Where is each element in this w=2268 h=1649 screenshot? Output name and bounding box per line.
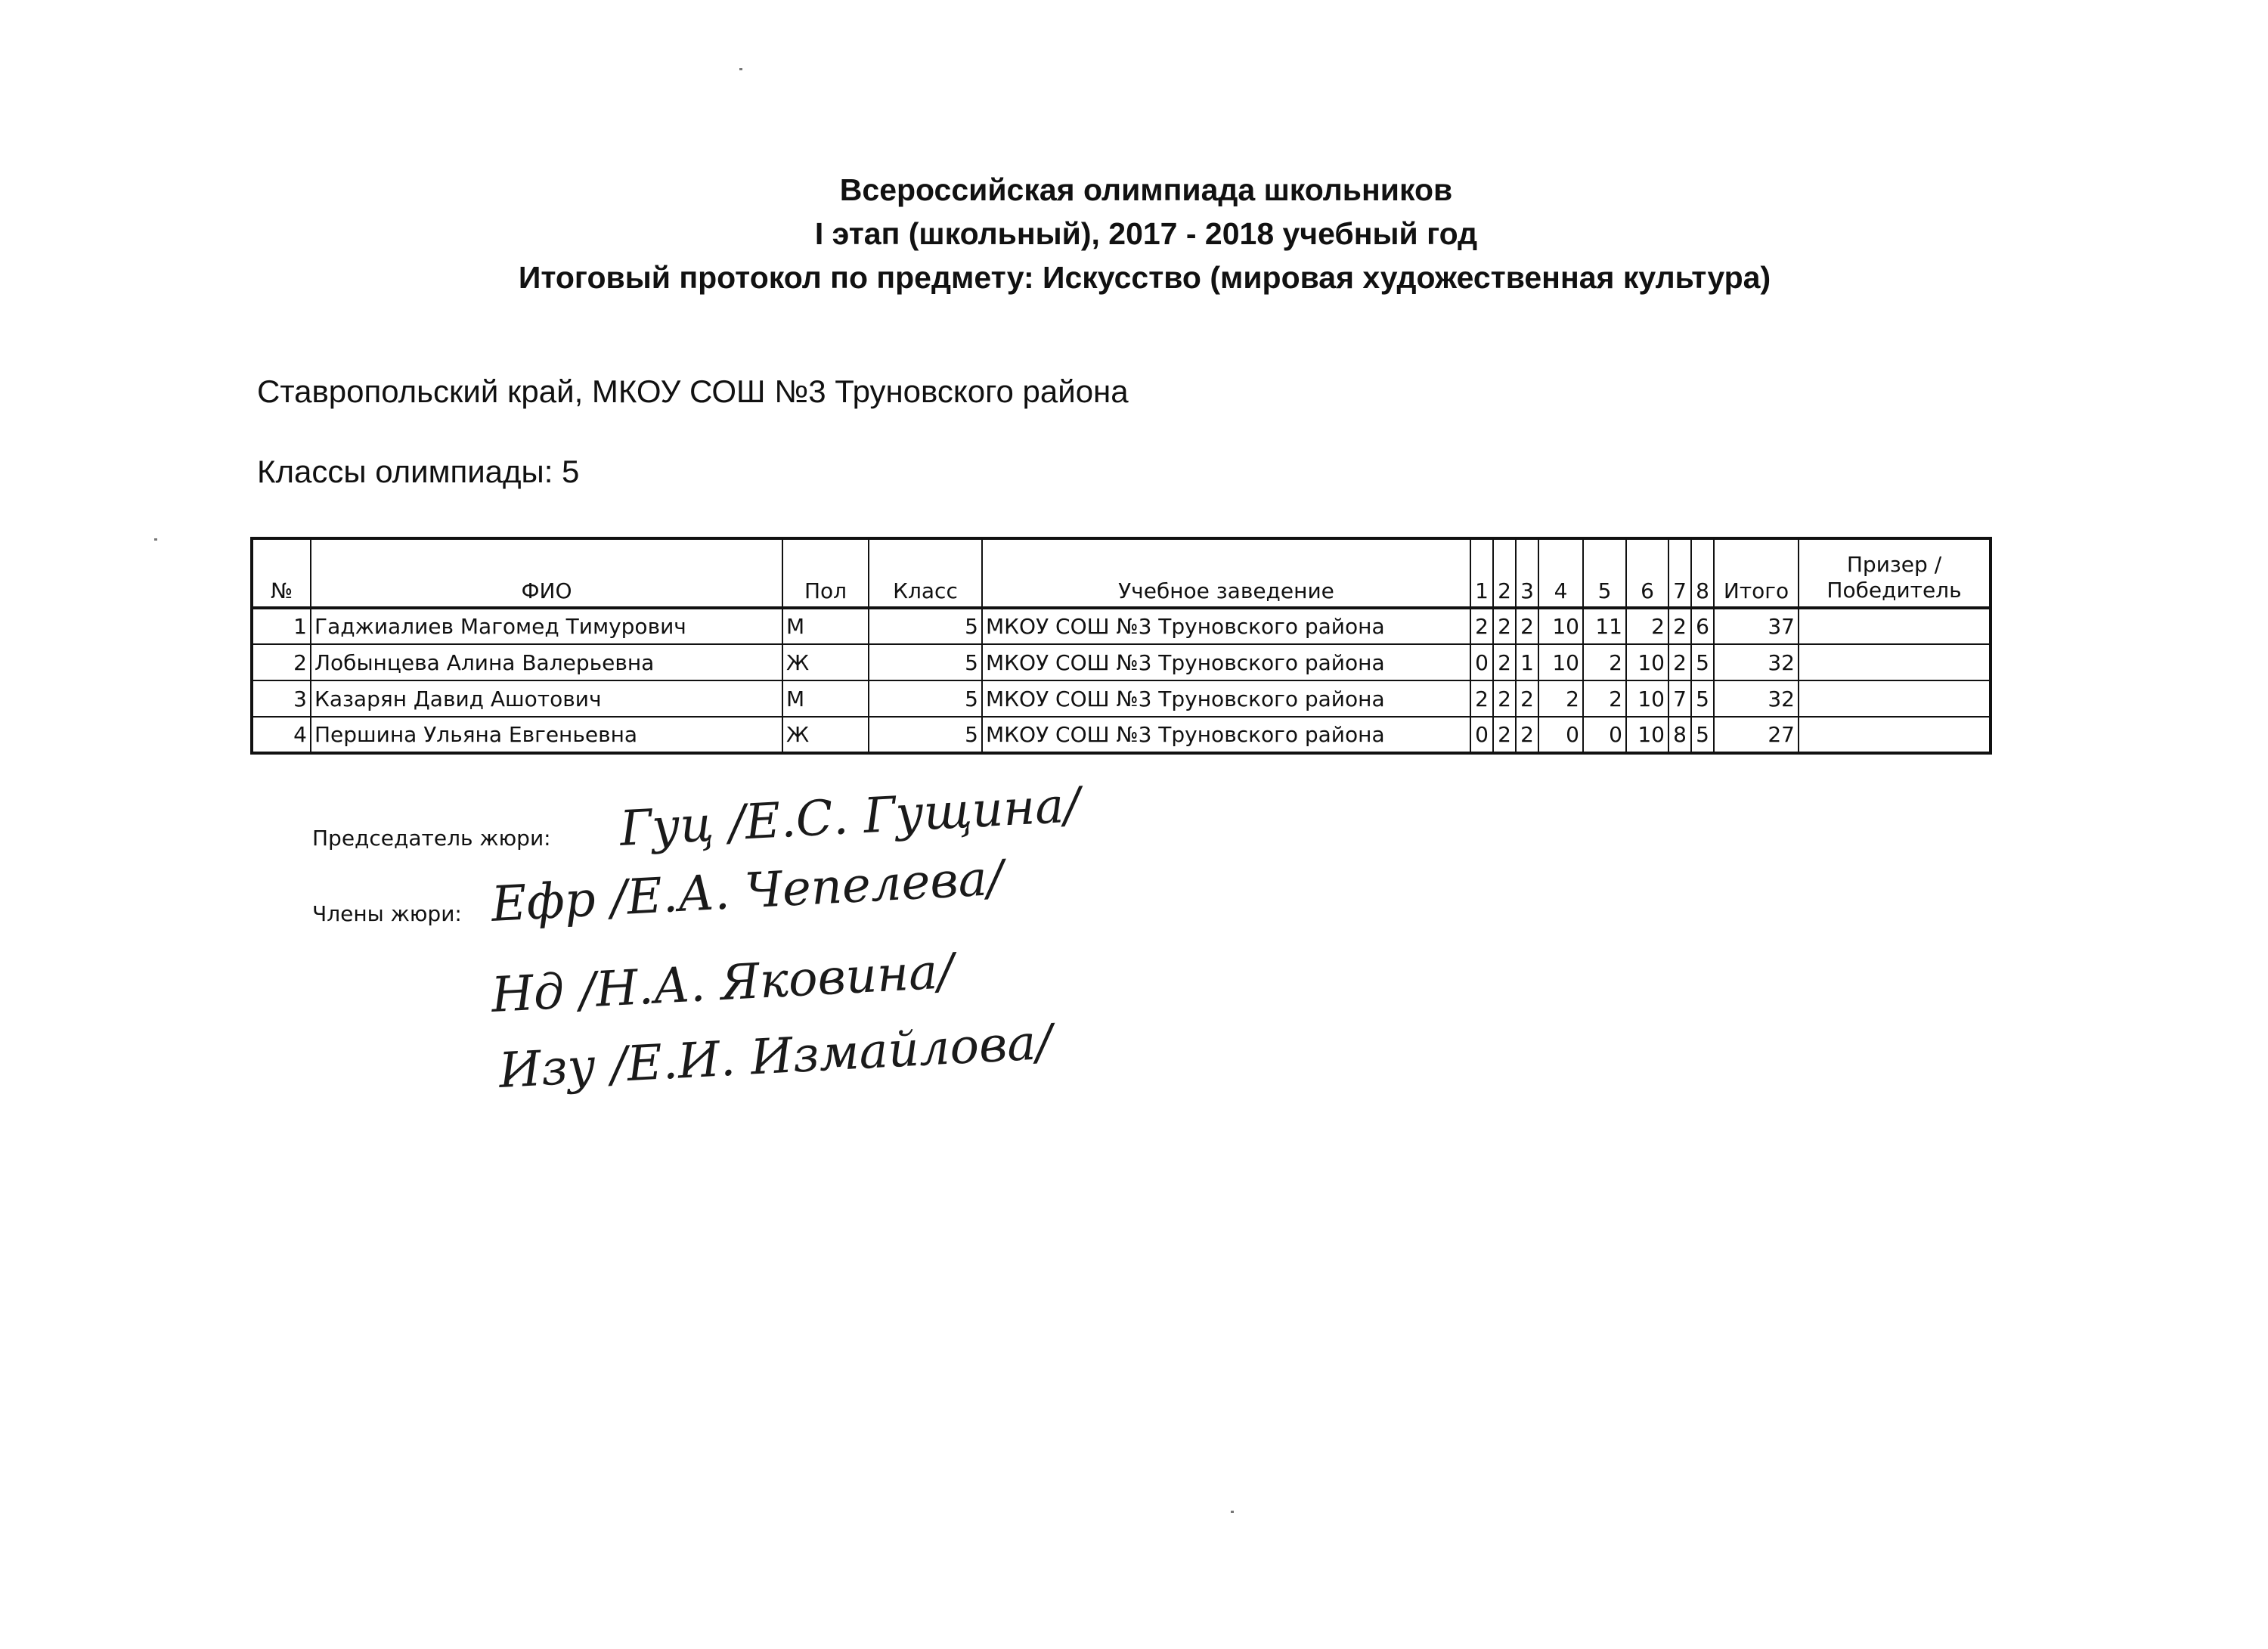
cell-total: 32	[1714, 644, 1799, 680]
cell-sex: Ж	[782, 717, 869, 753]
cell-task-2: 2	[1493, 608, 1516, 644]
member1-signature: Ефр /Е.А. Чепелева/	[490, 850, 1005, 933]
cell-total: 27	[1714, 717, 1799, 753]
cell-num: 3	[252, 680, 311, 717]
cell-class: 5	[869, 717, 982, 753]
header-line-subject: Итоговый протокол по предмету: Искусство (мировая художественная культура)	[518, 260, 1771, 295]
cell-task-8: 5	[1691, 644, 1714, 680]
cell-school: МКОУ СОШ №3 Труновского района	[982, 717, 1470, 753]
cell-task-1: 2	[1470, 680, 1493, 717]
header-line-olympiad: Всероссийская олимпиада школьников	[839, 172, 1453, 207]
classes-line: Классы олимпиады: 5	[257, 454, 580, 489]
jury-chair-label: Председатель жюри:	[312, 826, 551, 851]
header-task-2: 2	[1493, 538, 1516, 608]
cell-num: 4	[252, 717, 311, 753]
table-header-row	[252, 538, 1991, 608]
scan-speck	[739, 68, 742, 70]
header-prize: Призер / Победитель	[1799, 538, 1991, 608]
cell-total: 32	[1714, 680, 1799, 717]
header-task-1: 1	[1470, 538, 1493, 608]
cell-task-5: 0	[1583, 717, 1626, 753]
header-task-8: 8	[1691, 538, 1714, 608]
cell-task-4: 2	[1538, 680, 1583, 717]
cell-school: МКОУ СОШ №3 Труновского района	[982, 644, 1470, 680]
header-task-7: 7	[1668, 538, 1691, 608]
table-row	[252, 717, 1991, 753]
cell-task-3: 2	[1516, 608, 1538, 644]
cell-class: 5	[869, 608, 982, 644]
cell-num: 2	[252, 644, 311, 680]
cell-school: МКОУ СОШ №3 Труновского района	[982, 680, 1470, 717]
cell-task-3: 2	[1516, 717, 1538, 753]
scan-speck	[154, 538, 157, 541]
cell-total: 37	[1714, 608, 1799, 644]
cell-task-1: 2	[1470, 608, 1493, 644]
scan-speck	[1231, 1511, 1234, 1513]
document-header	[0, 168, 2268, 299]
table-row	[252, 644, 1991, 680]
cell-task-6: 10	[1626, 644, 1668, 680]
cell-class: 5	[869, 680, 982, 717]
table-row	[252, 608, 1991, 644]
header-fio: ФИО	[311, 538, 782, 608]
header-task-6: 6	[1626, 538, 1668, 608]
results-table	[250, 537, 1992, 755]
table-row	[252, 680, 1991, 717]
header-class: Класс	[869, 538, 982, 608]
cell-prize	[1799, 644, 1991, 680]
cell-num: 1	[252, 608, 311, 644]
cell-task-8: 5	[1691, 680, 1714, 717]
cell-task-6: 10	[1626, 717, 1668, 753]
cell-task-1: 0	[1470, 717, 1493, 753]
cell-task-8: 6	[1691, 608, 1714, 644]
cell-task-4: 0	[1538, 717, 1583, 753]
cell-class: 5	[869, 644, 982, 680]
cell-prize	[1799, 680, 1991, 717]
cell-fio: Гаджиалиев Магомед Тимурович	[311, 608, 782, 644]
chair-signature: Гуц /Е.С. Гущина/	[618, 777, 1082, 857]
cell-fio: Казарян Давид Ашотович	[311, 680, 782, 717]
cell-task-7: 7	[1668, 680, 1691, 717]
cell-task-3: 2	[1516, 680, 1538, 717]
member3-signature: Изу /Е.И. Измайлова/	[497, 1014, 1054, 1099]
cell-fio: Лобынцева Алина Валерьевна	[311, 644, 782, 680]
cell-task-8: 5	[1691, 717, 1714, 753]
cell-task-5: 2	[1583, 644, 1626, 680]
header-num: №	[252, 538, 311, 608]
cell-task-5: 11	[1583, 608, 1626, 644]
cell-task-4: 10	[1538, 608, 1583, 644]
header-sex: Пол	[782, 538, 869, 608]
cell-task-2: 2	[1493, 680, 1516, 717]
cell-task-2: 2	[1493, 644, 1516, 680]
cell-task-7: 8	[1668, 717, 1691, 753]
cell-fio: Першина Ульяна Евгеньевна	[311, 717, 782, 753]
header-total: Итого	[1714, 538, 1799, 608]
cell-prize	[1799, 717, 1991, 753]
cell-task-5: 2	[1583, 680, 1626, 717]
cell-task-7: 2	[1668, 644, 1691, 680]
region-line: Ставропольский край, МКОУ СОШ №3 Труновского района	[257, 374, 1129, 409]
cell-task-6: 2	[1626, 608, 1668, 644]
cell-task-3: 1	[1516, 644, 1538, 680]
cell-task-1: 0	[1470, 644, 1493, 680]
cell-sex: Ж	[782, 644, 869, 680]
header-school: Учебное заведение	[982, 538, 1470, 608]
cell-school: МКОУ СОШ №3 Труновского района	[982, 608, 1470, 644]
cell-task-6: 10	[1626, 680, 1668, 717]
header-line-stage: I этап (школьный), 2017 - 2018 учебный год	[814, 216, 1478, 251]
header-task-3: 3	[1516, 538, 1538, 608]
header-task-4: 4	[1538, 538, 1583, 608]
cell-task-7: 2	[1668, 608, 1691, 644]
cell-task-4: 10	[1538, 644, 1583, 680]
member2-signature: Нд /Н.А. Яковина/	[490, 944, 956, 1024]
jury-members-label: Члены жюри:	[312, 901, 462, 926]
cell-sex: М	[782, 680, 869, 717]
cell-sex: М	[782, 608, 869, 644]
cell-task-2: 2	[1493, 717, 1516, 753]
cell-prize	[1799, 608, 1991, 644]
header-task-5: 5	[1583, 538, 1626, 608]
